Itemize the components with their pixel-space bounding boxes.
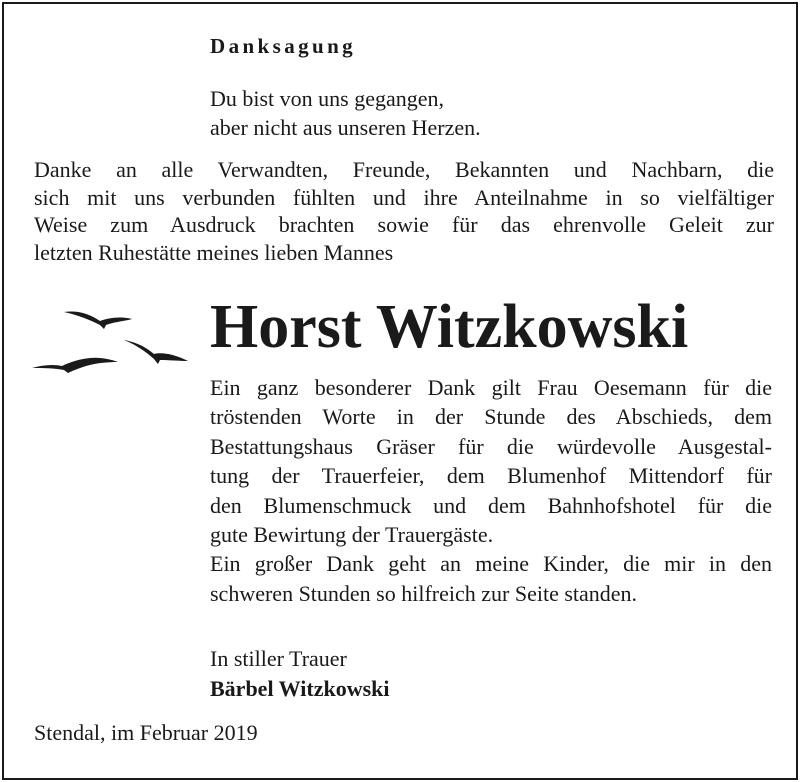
notice-heading: Danksagung <box>210 34 357 58</box>
obituary-notice <box>2 2 798 780</box>
flying-birds-icon <box>28 294 218 384</box>
place-date: Stendal, im Februar 2019 <box>34 720 258 745</box>
intro-line: Weise zum Ausdruck brachten sowie für das ehrenvolle Geleit zur <box>34 212 774 237</box>
thanks-line: gute Bewirtung der Trauergäste. <box>210 522 494 548</box>
signoff <box>210 644 390 704</box>
poem-line: aber nicht aus unseren Herzen. <box>210 115 481 140</box>
thanks-line: tröstenden Worte in der Stunde des Abschieds, dem <box>210 404 772 430</box>
signer-name: Bärbel Witzkowski <box>210 676 390 701</box>
signoff-line: In stiller Trauer <box>210 646 347 671</box>
thanks-line: schweren Stunden so hilfreich zur Seite standen. <box>210 580 638 606</box>
intro-line: sich mit uns verbunden fühlten und ihre Anteilnahme in so vielfältiger <box>34 184 774 210</box>
thanks-paragraph <box>210 373 772 608</box>
thanks-line: tung der Trauerfeier, dem Blumenhof Mittendorf für <box>210 463 772 489</box>
intro-line: Danke an alle Verwandten, Freunde, Bekannten und Nachbarn, die <box>34 157 774 182</box>
poem-line: Du bist von uns gegangen, <box>210 86 445 111</box>
thanks-line: Ein großer Dank geht an meine Kinder, die mir in den <box>210 551 772 577</box>
intro-line: letzten Ruhestätte meines lieben Mannes <box>34 239 394 265</box>
deceased-name: Horst Witzkowski <box>210 293 689 361</box>
thanks-line: Bestattungshaus Gräser für die würdevolle Ausgestal- <box>210 433 772 459</box>
thanks-line: Ein ganz besonderer Dank gilt Frau Oesemann für die <box>210 375 772 400</box>
thanks-line: den Blumenschmuck und dem Bahnhofshotel für die <box>210 492 772 518</box>
poem <box>210 84 481 142</box>
intro-paragraph <box>34 156 774 266</box>
